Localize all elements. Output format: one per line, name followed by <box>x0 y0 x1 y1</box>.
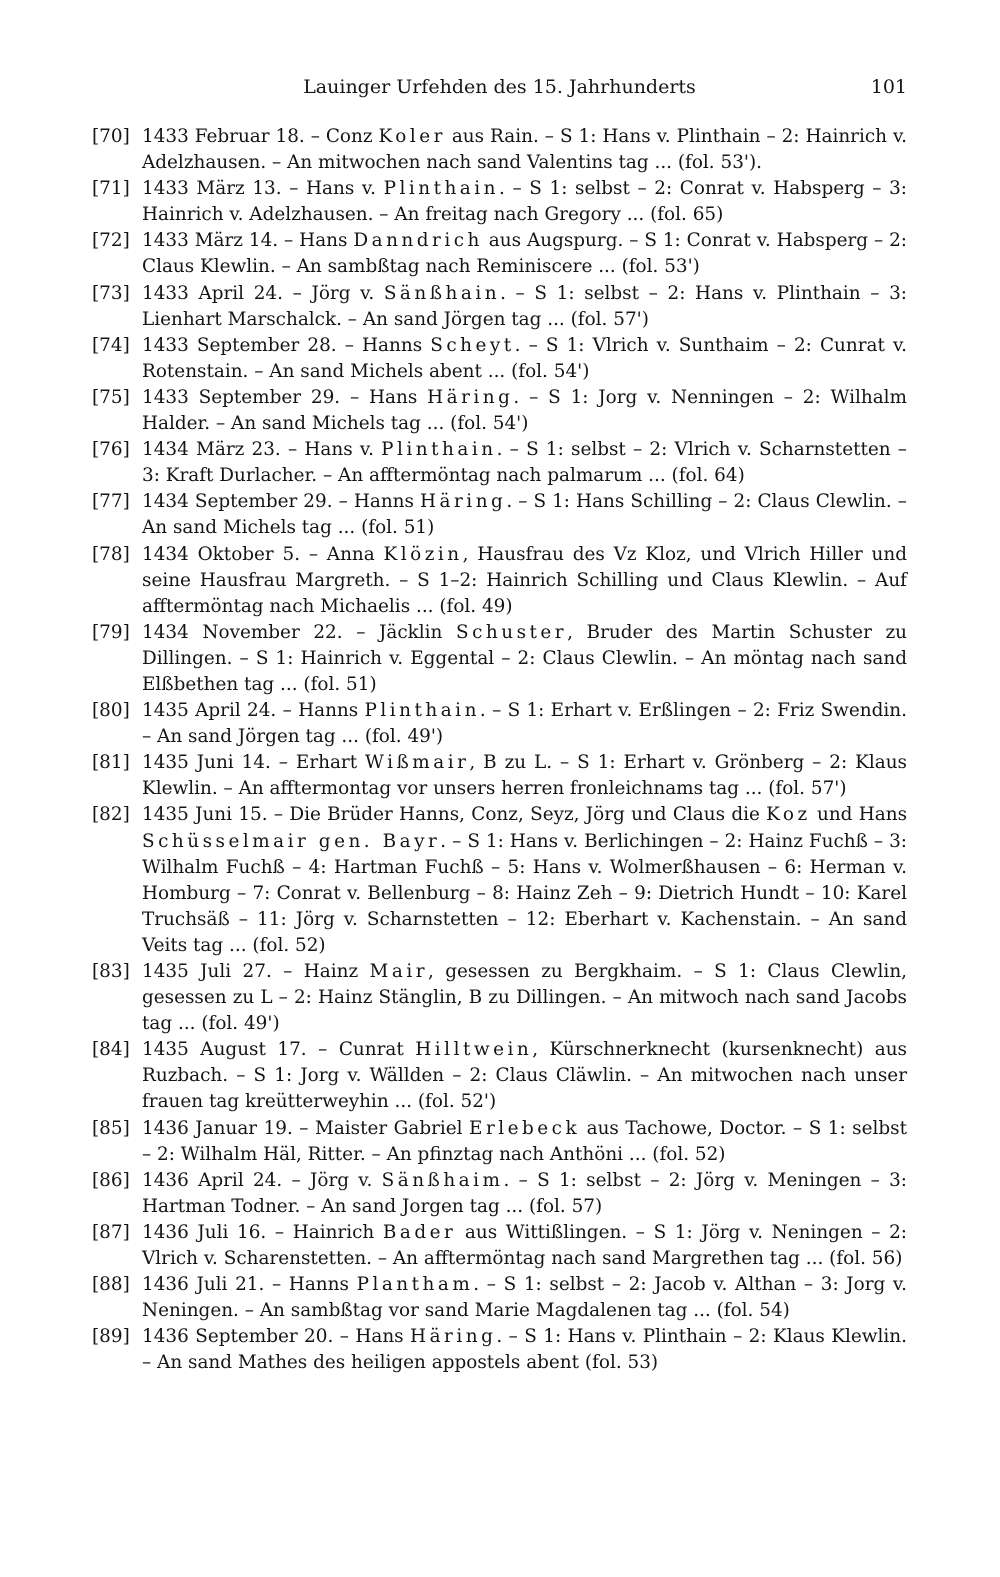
entry-text: aus Tachowe, Doctor. – S 1: selbst – 2: Wilhalm Häl, Ritter. – An pfinztag nach Anthöni ... (fol. 52) <box>142 1117 907 1165</box>
entry-number: [82] <box>92 804 130 826</box>
entry-text: 1433 September 28. – Hanns <box>142 334 431 356</box>
entry-number: [79] <box>92 621 130 643</box>
entry-text: . – S 1: selbst – 2: Jörg v. Meningen – 3: Hartman Todner. – An sand Jorgen tag ... (fol. 57) <box>142 1169 907 1217</box>
entry-text: 1436 April 24. – Jörg v. <box>142 1169 382 1191</box>
entry-person: Koler <box>378 126 446 147</box>
entry-text: . – S 1: selbst – 2: Jacob v. Althan – 3: Jorg v. Neningen. – An sambßtag vor sand Marie Magdalenen tag ... (fol. 54) <box>142 1274 907 1322</box>
entry-list <box>92 124 907 1377</box>
entry-text: . – S 1: selbst – 2: Conrat v. Habsperg – 3: Hainrich v. Adelzhausen. – An freitag nach Gregory ... (fol. 65) <box>142 178 907 226</box>
entry-text: aus Augspurg. – S 1: Conrat v. Habsperg – 2: Claus Klewlin. – An sambßtag nach Reminiscere ... (fol. 53') <box>142 230 907 278</box>
entry-text: 1433 März 13. – Hans v. <box>142 178 384 200</box>
entry-78 <box>92 542 907 620</box>
entry-number: [83] <box>92 961 130 982</box>
entry-text: aus Rain. – S 1: Hans v. Plinthain – 2: Hainrich v. Adelzhausen. – An mitwochen nach sand Valentins tag ... (fol. 53'). <box>142 126 908 174</box>
entry-person: Häring <box>420 491 507 513</box>
entry-text: 1435 Juni 15. – Die Brüder Hanns, Conz, Seyz, Jörg und Claus die <box>142 804 767 826</box>
running-title: Lauinger Urfehden des 15. Jahrhunderts <box>303 76 696 98</box>
entry-number: [76] <box>92 439 130 461</box>
entry-text: , Bruder des Martin Schuster zu Dillingen. – S 1: Hainrich v. Eggental – 2: Claus Clewlin. – An möntag nach sand Elßbethen tag ... (fol. 51) <box>142 621 907 695</box>
entry-85 <box>92 1116 907 1168</box>
entry-number: [74] <box>92 334 130 356</box>
entry-number: [70] <box>92 126 130 147</box>
entry-88 <box>92 1272 907 1324</box>
entry-text: , Kürschnerknecht (kursenknecht) aus Ruzbach. – S 1: Jorg v. Wällden – 2: Claus Cläwlin. – An mitwochen nach unser frauen tag kreütterweyhin ... (fol. 52') <box>142 1039 907 1113</box>
entry-text: . – S 1: Jorg v. Nenningen – 2: Wilhalm Halder. – An sand Michels tag ... (fol. 54') <box>142 386 907 435</box>
entry-person: Plinthain <box>383 178 500 200</box>
entry-81 <box>92 750 907 802</box>
entry-number: [77] <box>92 491 130 513</box>
entry-person: Plinthain <box>381 439 497 461</box>
entry-number: [80] <box>92 700 130 722</box>
entry-person: Plinthain <box>364 700 480 722</box>
entry-text: , B zu L. – S 1: Erhart v. Grönberg – 2: Klaus Klewlin. – An afftermontag vor unsers herren fronleichnams tag ... (fol. 57') <box>142 752 907 800</box>
entry-86 <box>92 1168 907 1220</box>
entry-number: [89] <box>92 1326 130 1348</box>
entry-text: 1433 März 14. – Hans <box>142 230 354 252</box>
entry-person: Koz <box>766 804 811 826</box>
entry-text: . – S 1: Hans v. Plinthain – 2: Klaus Klewlin. – An sand Mathes des heiligen appostels abent (fol. 53) <box>142 1326 907 1374</box>
entry-person: Hilltwein <box>415 1039 533 1061</box>
entry-text: 1435 Juli 27. – Hainz <box>142 961 370 982</box>
entry-text: 1433 Februar 18. – Conz <box>142 126 379 147</box>
entry-74 <box>92 333 907 385</box>
entry-number: [85] <box>92 1117 130 1139</box>
entry-person: Sänßhaim <box>381 1169 504 1191</box>
entry-text: 1435 Juni 14. – Erhart <box>142 752 366 774</box>
entry-text: 1434 März 23. – Hans v. <box>142 439 382 461</box>
entry-text: . – S 1: selbst – 2: Hans v. Plinthain – 3: Lienhart Marschalck. – An sand Jörgen tag ... (fol. 57') <box>142 282 907 330</box>
entry-person: Häring <box>410 1326 497 1348</box>
entry-84 <box>92 1037 907 1115</box>
entry-87 <box>92 1220 907 1272</box>
entry-75 <box>92 385 907 437</box>
entry-79 <box>92 620 907 698</box>
entry-80 <box>92 698 907 750</box>
entry-number: [81] <box>92 752 130 774</box>
entry-person: Plantham <box>356 1274 474 1296</box>
entry-person: Erlebeck <box>469 1117 581 1139</box>
entry-text: . – S 1: Vlrich v. Sunthaim – 2: Cunrat v. Rotenstain. – An sand Michels abent ... (fol. 54') <box>142 334 907 382</box>
entry-text: 1436 Januar 19. – Maister Gabriel <box>142 1117 470 1139</box>
entry-89 <box>92 1324 907 1376</box>
entry-76 <box>92 437 907 489</box>
page-number: 101 <box>870 76 907 98</box>
entry-person: Bader <box>382 1221 457 1243</box>
entry-number: [72] <box>92 230 130 252</box>
entry-person: Klözin <box>383 543 463 565</box>
entry-person: Mair <box>369 961 429 982</box>
entry-text: 1436 Juli 16. – Hainrich <box>142 1221 383 1243</box>
entry-text: 1434 Oktober 5. – Anna <box>142 543 384 565</box>
entry-text: . – S 1: Hans Schilling – 2: Claus Clewlin. – An sand Michels tag ... (fol. 51) <box>142 491 907 539</box>
entry-text: und Hans <box>810 804 908 826</box>
entry-text: 1433 September 29. – Hans <box>142 386 428 408</box>
entry-person: Häring <box>427 386 514 408</box>
entry-number: [86] <box>92 1169 130 1191</box>
entry-number: [75] <box>92 386 130 408</box>
entry-person: Danndrich <box>353 230 483 252</box>
entry-text: . – S 1: selbst – 2: Vlrich v. Scharnstetten – 3: Kraft Durlacher. – An afftermöntag nach palmarum ... (fol. 64) <box>142 439 907 487</box>
entry-70 <box>92 124 907 176</box>
entry-text: 1436 Juli 21. – Hanns <box>142 1274 357 1296</box>
entry-text: 1433 April 24. – Jörg v. <box>142 282 384 304</box>
entry-person: Scheyt <box>430 334 515 356</box>
entry-text: 1435 August 17. – Cunrat <box>142 1039 416 1061</box>
entry-73 <box>92 281 907 333</box>
entry-text: 1434 November 22. – Jäcklin <box>142 621 456 643</box>
entry-72 <box>92 228 907 280</box>
entry-person: Sänßhain <box>383 282 501 304</box>
entry-71 <box>92 176 907 228</box>
entry-83 <box>92 959 907 1037</box>
entry-text: , Hausfrau des Vz Kloz, und Vlrich Hiller und seine Hausfrau Margreth. – S 1–2: Hainrich Schilling und Claus Klewlin. – Auf afftermöntag nach Michaelis ... (fol. 49) <box>142 543 907 617</box>
entry-text: 1434 September 29. – Hanns <box>142 491 421 513</box>
entry-person: Schüsselmair gen. Bayr <box>142 830 441 852</box>
entry-number: [87] <box>92 1221 130 1243</box>
entry-text: , gesessen zu Bergkhaim. – S 1: Claus Clewlin, gesessen zu L – 2: Hainz Stänglin, B zu Dillingen. – An mitwoch nach sand Jacobs tag ... (fol. 49') <box>142 961 908 1035</box>
entry-text: 1435 April 24. – Hanns <box>142 700 365 722</box>
entry-number: [88] <box>92 1274 130 1296</box>
entry-text: 1436 September 20. – Hans <box>142 1326 411 1348</box>
entry-person: Schuster <box>456 621 568 643</box>
entry-number: [78] <box>92 543 130 565</box>
entry-text: aus Wittißlingen. – S 1: Jörg v. Neningen – 2: Vlrich v. Scharenstetten. – An afftermöntag nach sand Margrethen tag ... (fol. 56) <box>142 1221 907 1270</box>
entry-person: Wißmair <box>365 752 470 774</box>
entry-number: [84] <box>92 1039 130 1061</box>
entry-number: [73] <box>92 282 130 304</box>
entry-77 <box>92 489 907 541</box>
entry-82 <box>92 802 907 959</box>
entry-text: . – S 1: Hans v. Berlichingen – 2: Hainz Fuchß – 3: Wilhalm Fuchß – 4: Hartman Fuchß – 5: Hans v. Wolmerßhausen – 6: Herman v. Homburg – 7: Conrat v. Bellenburg – 8: Hainz Zeh – 9: Dietrich Hundt – 10: Karel Truchsäß – 11: Jörg v. Scharnstetten – 12: Eberhart v. Kachenstain. – An sand Veits tag ... (fol. 52) <box>142 830 907 956</box>
entry-text: . – S 1: Erhart v. Erßlingen – 2: Friz Swendin. – An sand Jörgen tag ... (fol. 49') <box>142 700 907 748</box>
document-page <box>92 76 907 1377</box>
page-header <box>92 76 907 110</box>
entry-number: [71] <box>92 178 130 200</box>
